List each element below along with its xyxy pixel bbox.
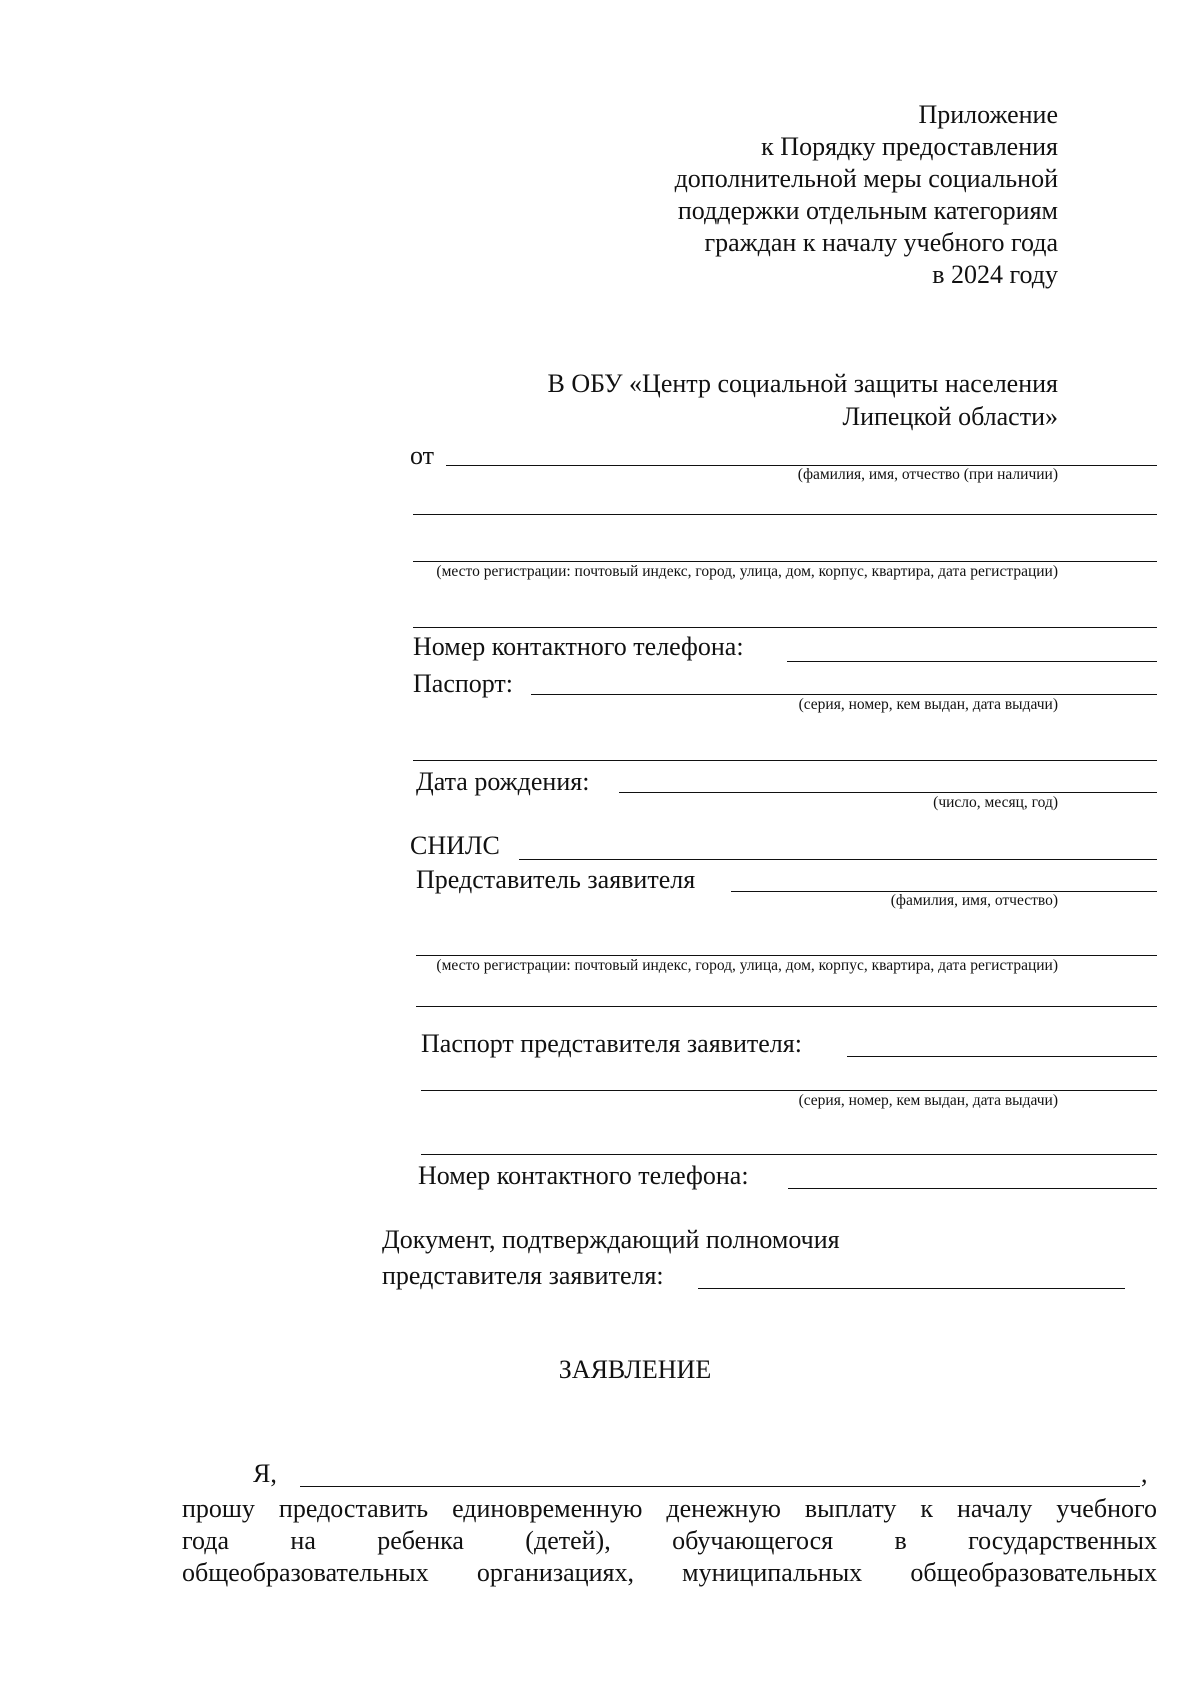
authority-doc-line[interactable] [698,1288,1125,1289]
representative-phone-line[interactable] [788,1188,1157,1189]
representative-passport-line[interactable] [847,1056,1157,1057]
representative-label: Представитель заявителя [416,865,696,894]
statement-line-1: прошу предоставить единовременную денежную выплату к началу учебного [182,1494,1157,1523]
applicant-passport-label: Паспорт: [413,669,514,698]
statement-title: ЗАЯВЛЕНИЕ [558,1355,712,1384]
representative-phone-label: Номер контактного телефона: [418,1161,749,1190]
applicant-phone-line[interactable] [787,661,1157,662]
applicant-passport-line-2[interactable] [413,760,1157,761]
representative-passport-line-3[interactable] [421,1154,1157,1155]
applicant-fio-caption: (фамилия, имя, отчество (при наличии) [797,466,1058,483]
applicant-address-line-3[interactable] [413,627,1157,628]
statement-name-line[interactable] [300,1486,1140,1487]
representative-address-line-2[interactable] [416,1006,1157,1007]
representative-address-line-1[interactable] [416,955,1157,956]
snils-line[interactable] [519,859,1157,860]
statement-line-3: общеобразовательных организациях, муниципальных общеобразовательных [182,1558,1157,1587]
representative-fio-caption: (фамилия, имя, отчество) [890,892,1058,909]
statement-comma: , [1141,1459,1148,1488]
applicant-passport-caption: (серия, номер, кем выдан, дата выдачи) [798,696,1058,713]
authority-doc-label-2: представителя заявителя: [382,1261,664,1290]
appendix-line-5: граждан к началу учебного года [704,228,1058,257]
statement-line-2: года на ребенка (детей), обучающегося в государственных [182,1526,1157,1555]
representative-passport-line-2[interactable] [421,1090,1157,1091]
addressee-line-1: В ОБУ «Центр социальной защиты населения [547,369,1058,398]
birth-date-line[interactable] [619,792,1157,793]
appendix-block [578,99,1058,291]
appendix-line-2: к Порядку предоставления [761,132,1058,161]
appendix-line-6: в 2024 году [932,260,1058,289]
authority-doc-label-1: Документ, подтверждающий полномочия [382,1225,840,1254]
applicant-passport-line[interactable] [531,694,1157,695]
appendix-line-4: поддержки отдельным категориям [677,196,1058,225]
representative-passport-label: Паспорт представителя заявителя: [421,1029,802,1058]
birth-date-caption: (число, месяц, год) [933,794,1058,811]
applicant-reg-caption: (место регистрации: почтовый индекс, город, улица, дом, корпус, квартира, дата регистрации) [436,563,1058,580]
statement-i-label: Я, [253,1459,277,1488]
applicant-phone-label: Номер контактного телефона: [413,632,744,661]
snils-label: СНИЛС [410,831,500,860]
birth-date-label: Дата рождения: [416,767,590,796]
from-label: от [410,441,435,470]
representative-reg-caption: (место регистрации: почтовый индекс, город, улица, дом, корпус, квартира, дата регистрации) [436,957,1058,974]
representative-passport-caption: (серия, номер, кем выдан, дата выдачи) [798,1092,1058,1109]
applicant-address-line-1[interactable] [413,514,1157,515]
appendix-line-3: дополнительной меры социальной [674,164,1058,193]
addressee-line-2: Липецкой области» [842,402,1058,431]
appendix-line-1: Приложение [918,100,1058,129]
applicant-address-line-2[interactable] [413,561,1157,562]
